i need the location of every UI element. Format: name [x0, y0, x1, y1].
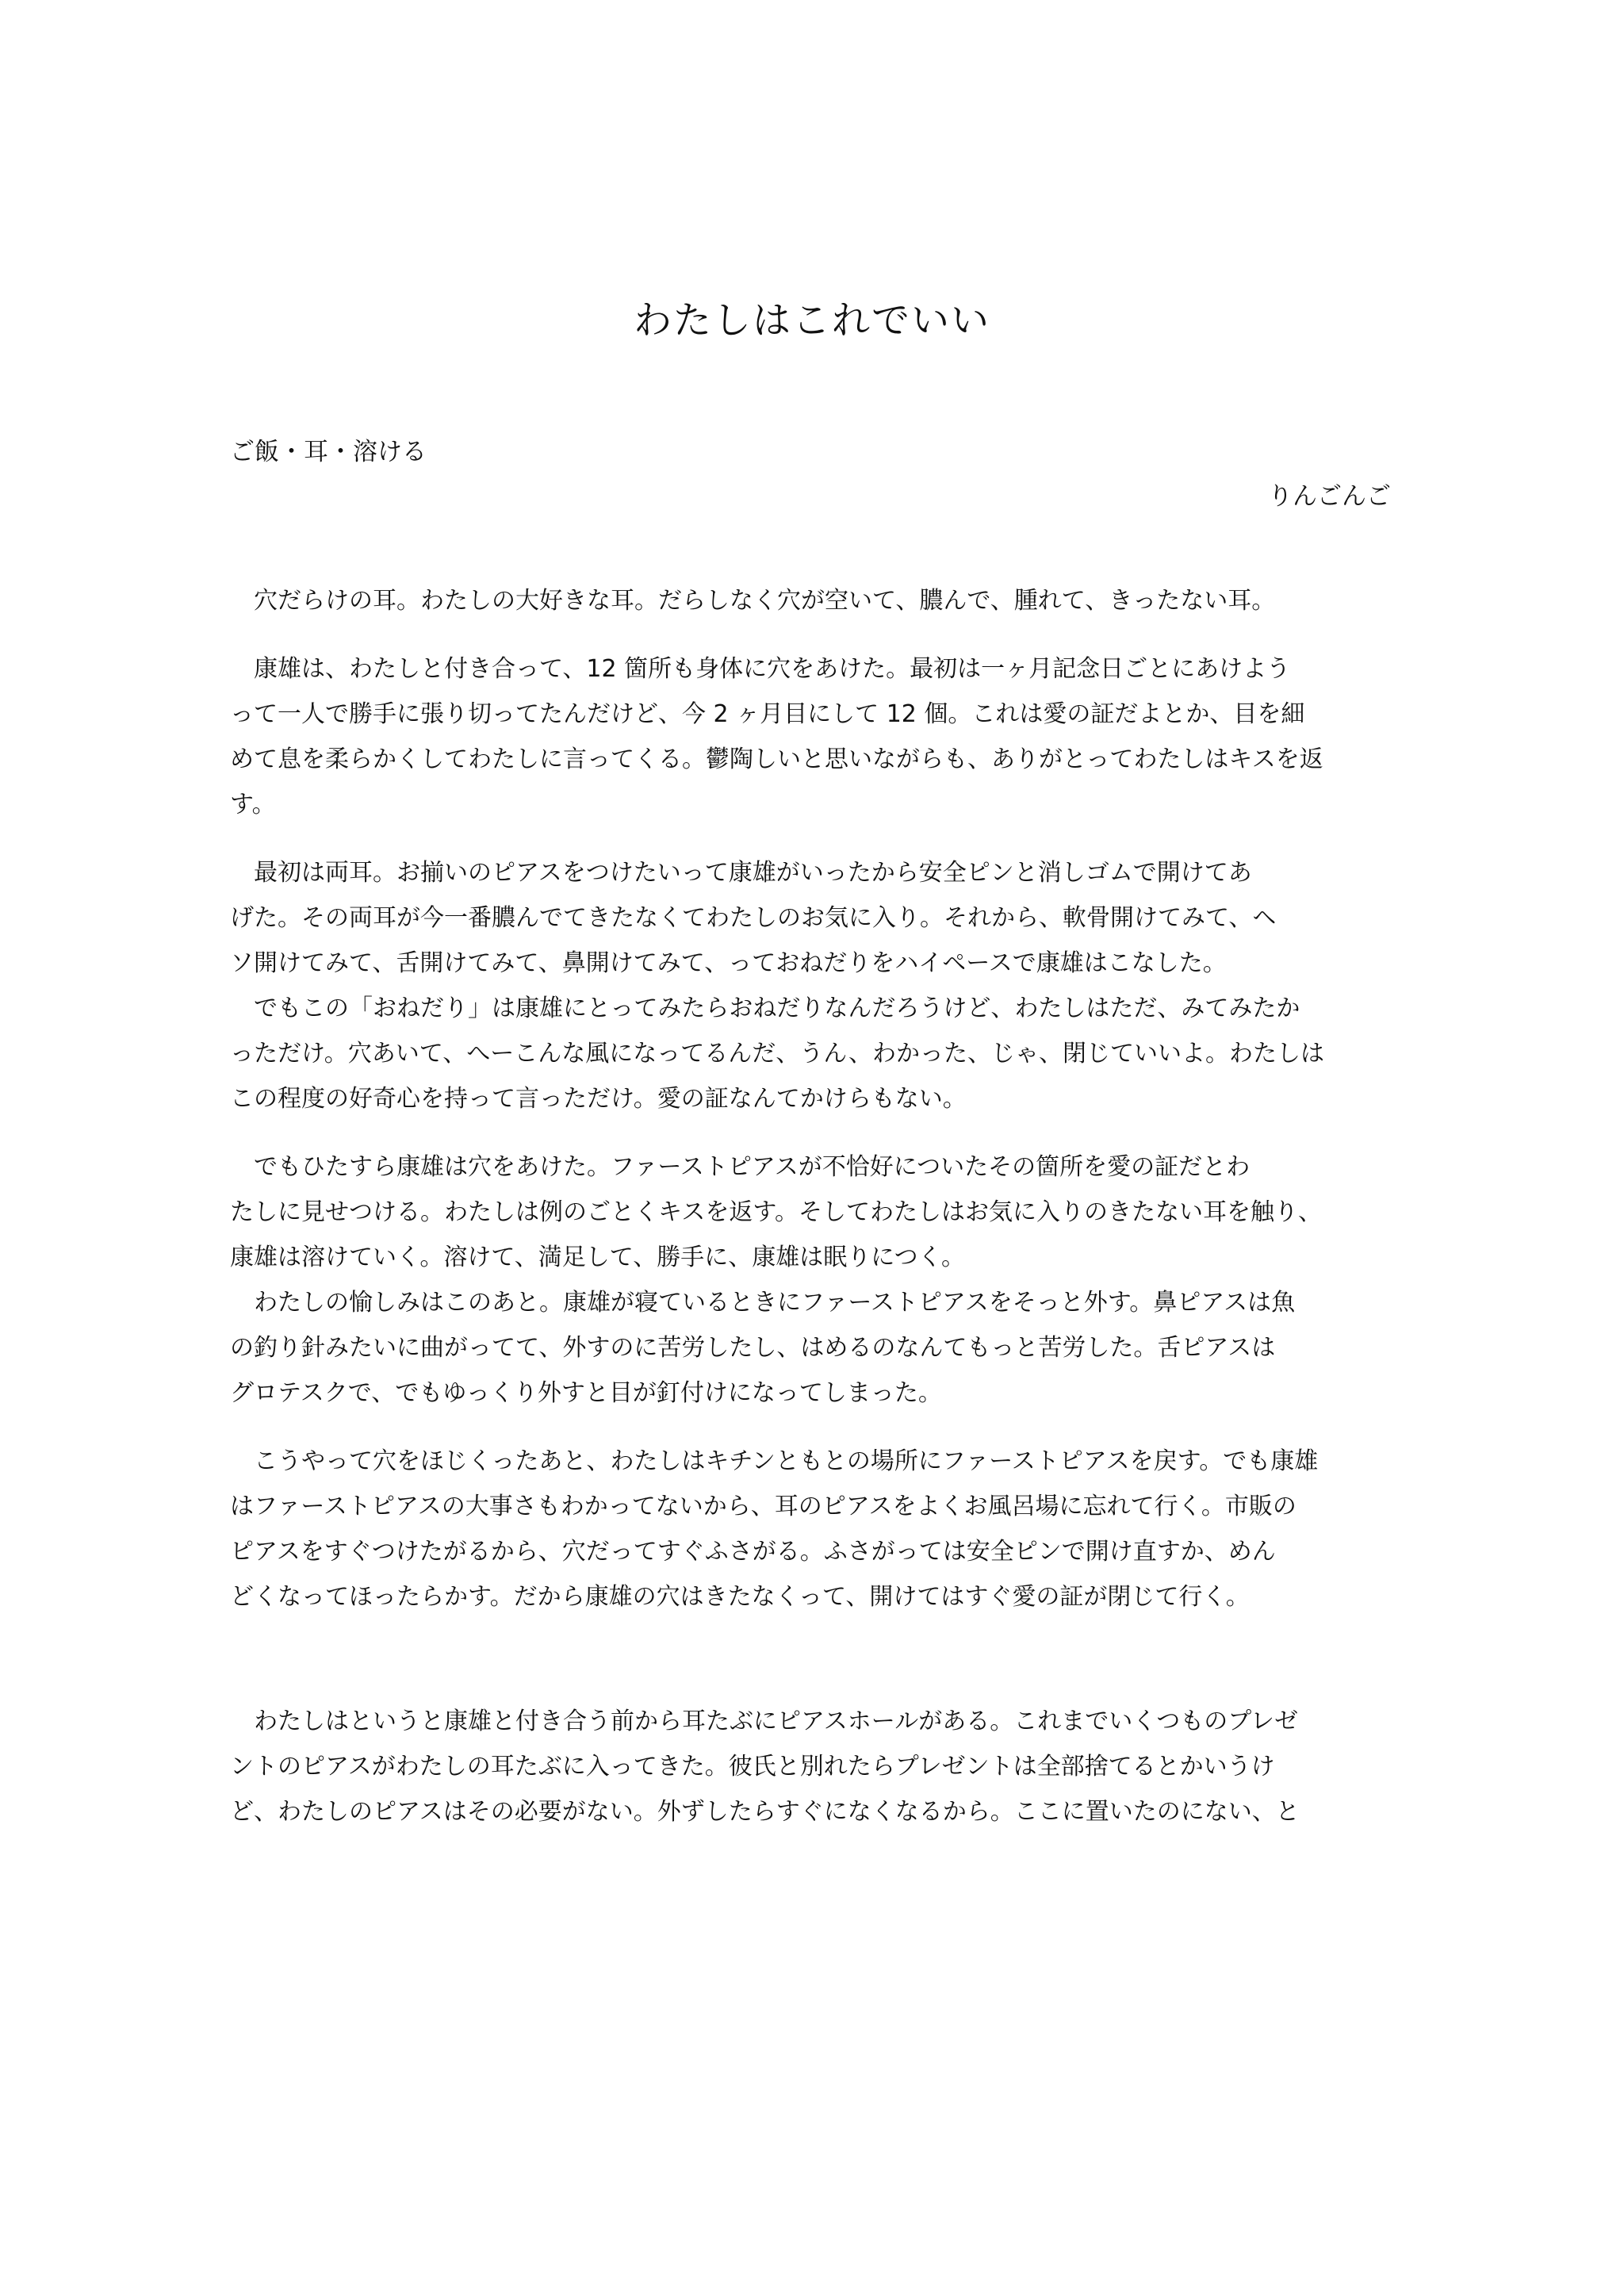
paragraph: [230, 1144, 1389, 1416]
text-line: っただけ。穴あいて、へーこんな風になってるんだ、うん、わかった、じゃ、閉じていいよ。わたしは: [230, 1040, 1324, 1068]
document-title: わたしはこれでいい: [633, 298, 990, 343]
paragraph: [230, 1439, 1389, 1619]
text-line: って一人で勝手に張り切ってたんだけど、今 2 ヶ月目にして 12 個。これは愛の証だよとか、目を細: [230, 700, 1305, 728]
text-line: わたしはというと康雄と付き合う前から耳たぶにピアスホールがある。これまでいくつものプレゼ: [230, 1708, 1298, 1735]
author-name: りんごんご: [1268, 482, 1391, 511]
text-line: ピアスをすぐつけたがるから、穴だってすぐふさがる。ふさがっては安全ピンで開け直すか、めん: [230, 1538, 1276, 1566]
text-line: どくなってほったらかす。だから康雄の穴はきたなくって、開けてはすぐ愛の証が閉じて行く。: [230, 1583, 1250, 1611]
paragraph-gap: [230, 827, 1389, 850]
text-line: の釣り針みたいに曲がってて、外すのに苦労したし、はめるのなんてもっと苦労した。舌ピアスは: [230, 1334, 1276, 1362]
text-line: でもひたすら康雄は穴をあけた。ファーストピアスが不恰好についたその箇所を愛の証だとわ: [230, 1153, 1251, 1181]
paragraph: [230, 646, 1389, 827]
paragraph-gap: [230, 1619, 1389, 1699]
paragraph-gap: [230, 1416, 1389, 1439]
paragraph: [230, 850, 1389, 1121]
text-line: わたしの愉しみはこのあと。康雄が寝ているときにファーストピアスをそっと外す。鼻ピアスは魚: [230, 1289, 1296, 1317]
paragraph: [230, 578, 1389, 623]
theme-line: ご飯・耳・溶ける: [230, 438, 427, 466]
text-line: 最初は両耳。お揃いのピアスをつけたいって康雄がいったから安全ピンと消しゴムで開けてあ: [230, 859, 1252, 887]
text-line: ど、わたしのピアスはその必要がない。外ずしたらすぐになくなるから。ここに置いたのにない、と: [230, 1798, 1300, 1826]
text-line: 康雄は、わたしと付き合って、12 箇所も身体に穴をあけた。最初は一ヶ月記念日ごとにあけよう: [230, 655, 1291, 683]
text-line: ソ開けてみて、舌開けてみて、鼻開けてみて、っておねだりをハイペースで康雄はこなした。: [230, 949, 1227, 977]
paragraph-gap: [230, 623, 1389, 646]
text-line: たしに見せつける。わたしは例のごとくキスを返す。そしてわたしはお気に入りのきたない耳を触り、: [230, 1198, 1322, 1226]
text-line: この程度の好奇心を持って言っただけ。愛の証なんてかけらもない。: [230, 1085, 967, 1113]
paragraph-gap: [230, 1121, 1389, 1144]
text-line: ントのピアスがわたしの耳たぶに入ってきた。彼氏と別れたらプレゼントは全部捨てるとかいうけ: [230, 1753, 1275, 1780]
text-line: グロテスクで、でもゆっくり外すと目が釘付けになってしまった。: [230, 1379, 942, 1407]
text-line: でもこの「おねだり」は康雄にとってみたらおねだりなんだろうけど、わたしはただ、みてみたか: [230, 995, 1300, 1022]
text-line: こうやって穴をほじくったあと、わたしはキチンともとの場所にファーストピアスを戻す。でも康雄: [230, 1447, 1319, 1475]
paragraph: [230, 1699, 1389, 1834]
body-text: [230, 578, 1389, 1834]
text-line: めて息を柔らかくしてわたしに言ってくる。鬱陶しいと思いながらも、ありがとってわたしはキスを返: [230, 746, 1323, 773]
text-line: 穴だらけの耳。わたしの大好きな耳。だらしなく穴が空いて、膿んで、腫れて、きったない耳。: [230, 587, 1276, 615]
text-line: す。: [230, 791, 276, 818]
text-line: はファーストピアスの大事さもわかってないから、耳のピアスをよくお風呂場に忘れて行く。市販の: [230, 1493, 1297, 1520]
text-line: 康雄は溶けていく。溶けて、満足して、勝手に、康雄は眠りにつく。: [230, 1244, 965, 1271]
text-line: げた。その両耳が今一番膿んでてきたなくてわたしのお気に入り。それから、軟骨開けてみて、ヘ: [230, 904, 1277, 932]
